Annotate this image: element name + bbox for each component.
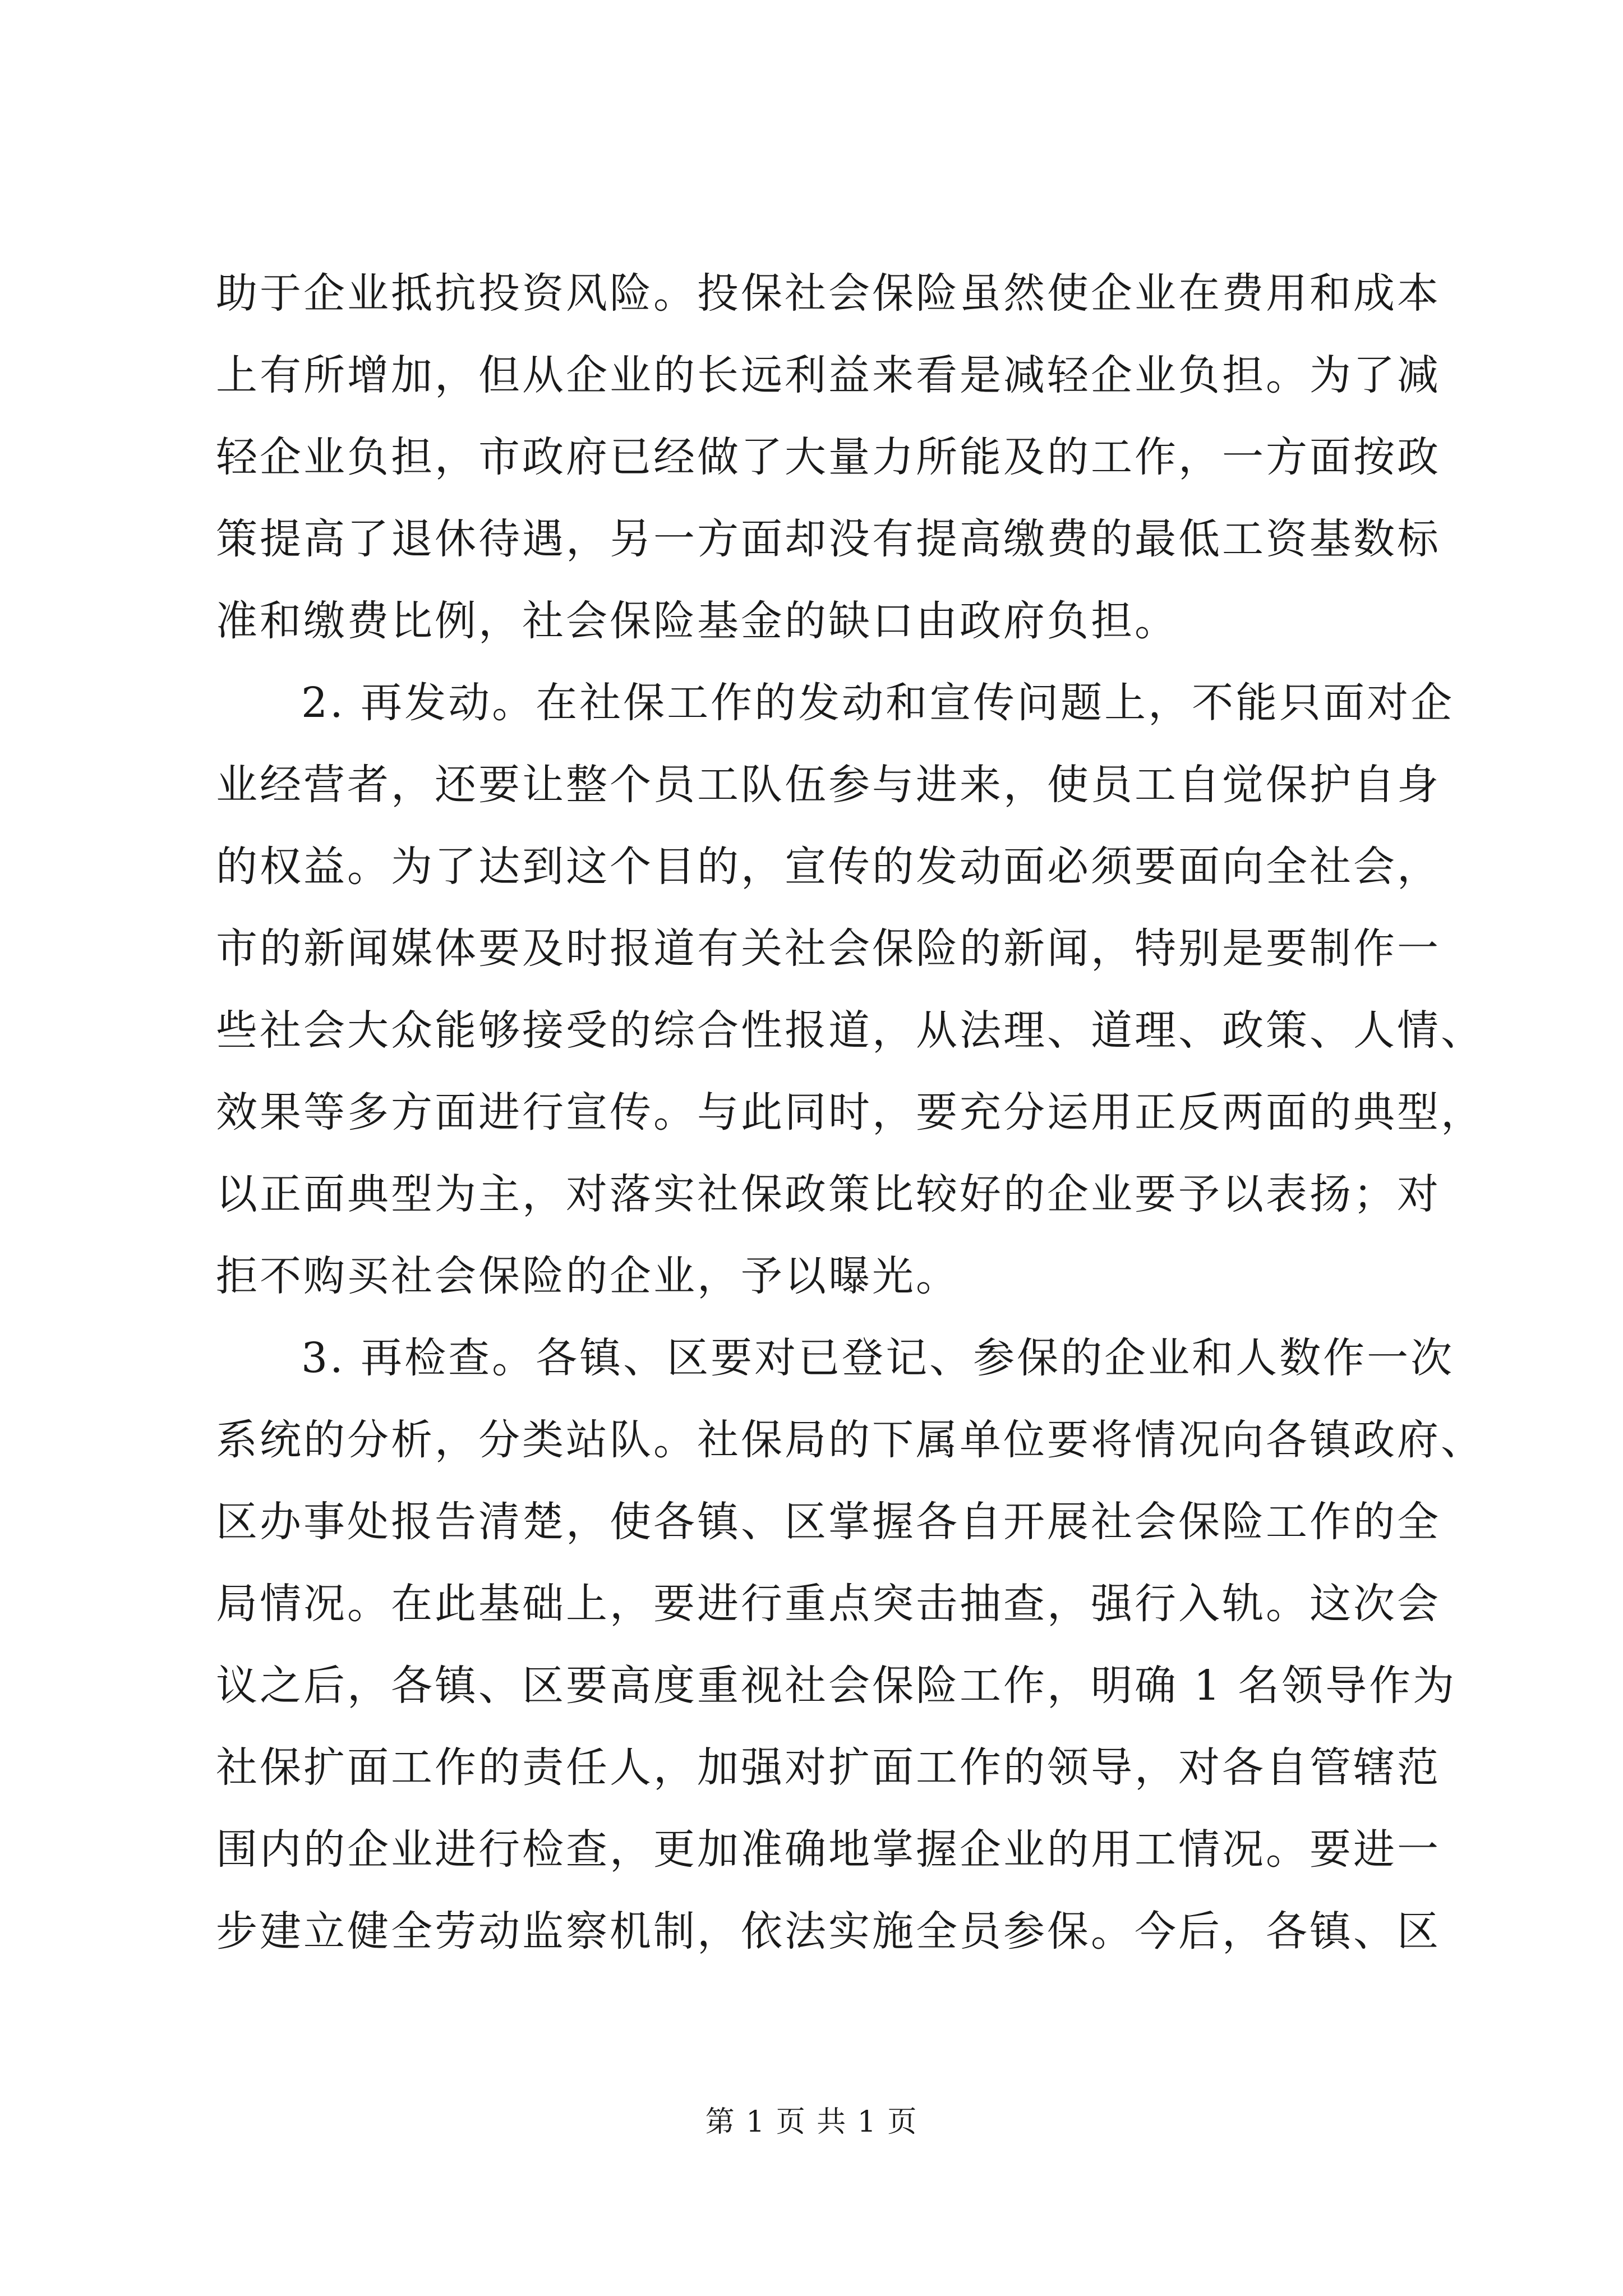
paragraph-1-line-5: 准和缴费比例，社会保险基金的缺口由政府负担。 [216,597,1178,645]
paragraph-3-line-1: 3. 再检查。各镇、区要对已登记、参保的企业和人数作一次 [301,1334,1455,1382]
paragraph-3-line-2: 系统的分析，分类站队。社保局的下属单位要将情况向各镇政府、 [216,1416,1484,1464]
paragraph-2-line-2: 业经营者，还要让整个员工队伍参与进来，使员工自觉保护自身 [216,761,1441,809]
paragraph-2-line-7: 以正面典型为主，对落实社保政策比较好的企业要予以表扬；对 [216,1170,1441,1218]
document-body [216,252,1484,1972]
paragraph-3-line-4: 局情况。在此基础上，要进行重点突击抽查，强行入轨。这次会 [216,1580,1441,1628]
paragraph-3-line-8: 步建立健全劳动监察机制，依法实施全员参保。今后，各镇、区 [216,1907,1441,1955]
paragraph-1-line-1: 助于企业抵抗投资风险。投保社会保险虽然使企业在费用和成本 [216,269,1441,318]
paragraph-3-line-7: 围内的企业进行检查，更加准确地掌握企业的用工情况。要进一 [216,1825,1441,1874]
paragraph-3-line-6: 社保扩面工作的责任人，加强对扩面工作的领导，对各自管辖范 [216,1743,1441,1792]
paragraph-2-line-5: 些社会大众能够接受的综合性报道，从法理、道理、政策、人情、 [216,1006,1484,1055]
paragraph-3-line-5: 议之后，各镇、区要高度重视社会保险工作，明确 1 名领导作为 [216,1662,1457,1710]
paragraph-2-line-1: 2. 再发动。在社保工作的发动和宣传问题上，不能只面对企 [301,679,1455,727]
paragraph-2-line-6: 效果等多方面进行宣传。与此同时，要充分运用正反两面的典型， [216,1088,1484,1137]
page-footer [0,2102,1623,2142]
paragraph-1-line-2: 上有所增加，但从企业的长远利益来看是减轻企业负担。为了减 [216,351,1441,399]
paragraph-2-line-3: 的权益。为了达到这个目的，宣传的发动面必须要面向全社会， [216,843,1441,891]
page-number-label: 第 1 页 共 1 页 [705,2105,918,2139]
paragraph-1-line-3: 轻企业负担，市政府已经做了大量力所能及的工作，一方面按政 [216,433,1441,481]
paragraph-2-line-4: 市的新闻媒体要及时报道有关社会保险的新闻，特别是要制作一 [216,924,1441,973]
paragraph-1-line-4: 策提高了退休待遇，另一方面却没有提高缴费的最低工资基数标 [216,515,1441,563]
paragraph-2-line-8: 拒不购买社会保险的企业，予以曝光。 [216,1252,960,1300]
paragraph-3-line-3: 区办事处报告清楚，使各镇、区掌握各自开展社会保险工作的全 [216,1498,1441,1546]
